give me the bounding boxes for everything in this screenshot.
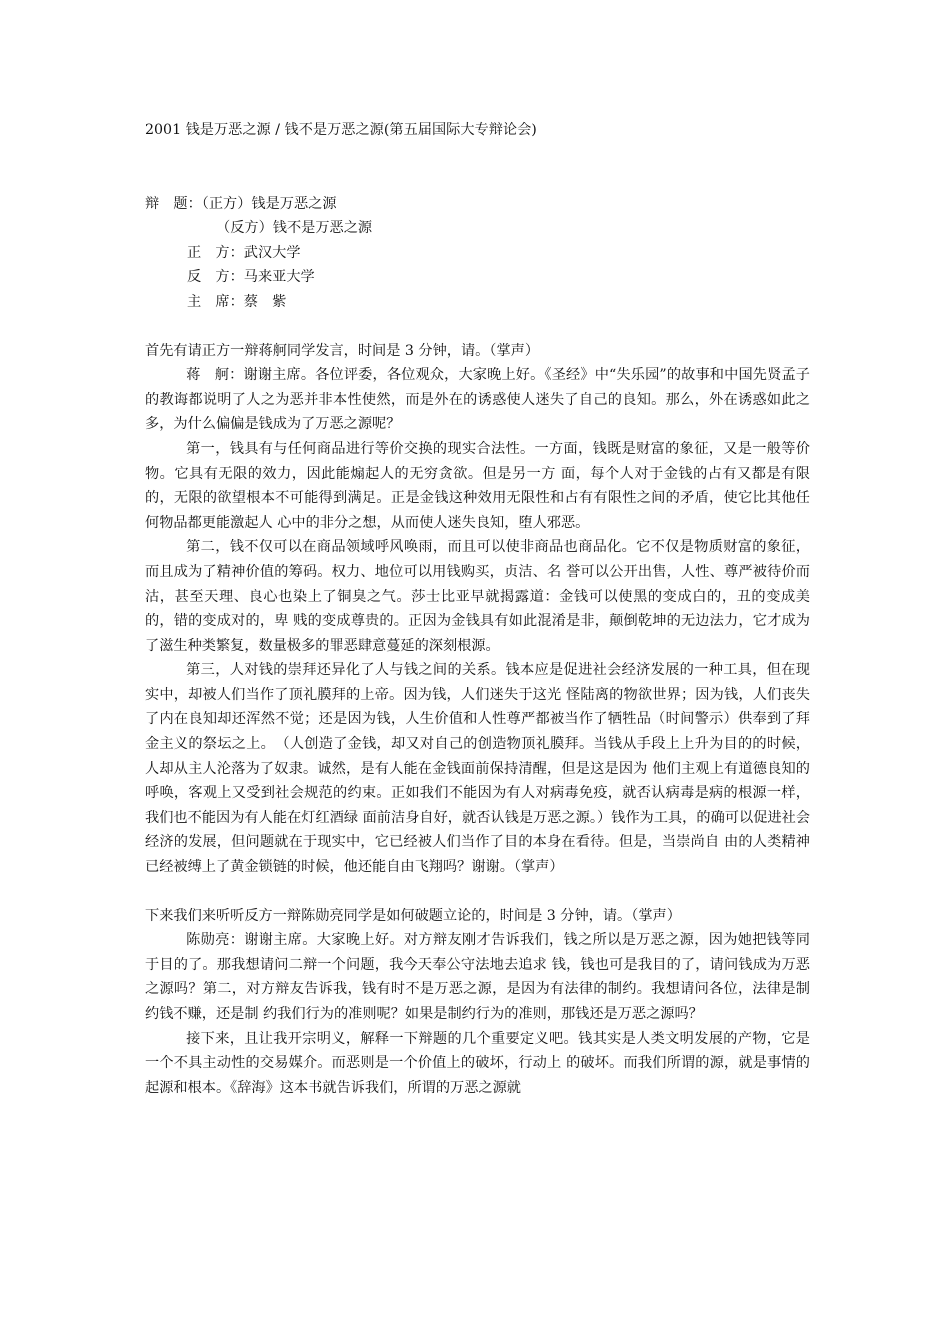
chair: 主 席：蔡 紫 [187,293,287,310]
topic-line [145,192,810,217]
topic-con: （反方）钱不是万恶之源 [216,220,373,237]
paragraph-speech: 第一，钱具有与任何商品进行等价交换的现实合法性。一方面，钱既是财富的象征，又是一般等价物。它具有无限的效力，因此能煽起人的无穷贪欲。但是另一方 面，每个人对于金钱的占有又都是有限的，无限的欲望根本不可能得到满足。正是金钱这种效用无限性和占有有限性之间的矛盾，使它比其他任何物品都更能激起人 心中的非分之想，从而使人迷失良知，堕人邪恶。 [145,440,810,531]
paragraph-speech: 陈勋亮：谢谢主席。大家晚上好。对方辩友刚才告诉我们，钱之所以是万恶之源，因为她把钱等同于目的了。那我想请问二辩一个问题，我今天奉公守法地去追求 钱，钱也可是我目的了，请问钱成为万恶之源吗？第二，对方辩友告诉我，钱有时不是万恶之源，是因为有法律的制约。我想请问各位，法律是制约钱不赚，还是制 约我们行为的准则呢？如果是制约行为的准则，那钱还是万恶之源吗？ [145,932,810,1022]
spacer [145,315,810,339]
paragraph-speech: 第三，人对钱的崇拜还异化了人与钱之间的关系。钱本应是促进社会经济发展的一种工具，但在现实中，却被人们当作了顶礼膜拜的上帝。因为钱，人们迷失于这光 怪陆离的物欲世界；因为钱，人们丧失了内在良知却还浑然不觉；还是因为钱，人生价值和人性尊严都被当作了牺牲品（时间警示）供奉到了拜金主义的祭坛之上。 （人创造了金钱，却又对自己的创造物顶礼膜拜。当钱从手段上上升为目的的时候，人却从主人沦落为了奴隶。诚然，是有人能在金钱面前保持清醒，但是这是因为 他们主观上有道德良知的呼唤，客观上又受到社会规范的约束。正如我们不能因为有人对病毒免疫，就否认病毒是病的根源一样，我们也不能因为有人能在灯红酒绿 面前洁身自好，就否认钱是万恶之源。）钱作为工具，的确可以促进社会经济的发展，但问题就在于现实中，它已经被人们当作了目的本身在看待。但是，当崇尚自 由的人类精神已经被缚上了黄金锁链的时候，他还能自由飞翔吗？谢谢。（掌声） [145,662,810,876]
con-side: 反 方：马来亚大学 [187,269,315,286]
topic-label: 辩 题： [145,195,202,212]
spacer [145,880,810,904]
paragraph-speech: 第二，钱不仅可以在商品领域呼风唤雨，而且可以使非商品也商品化。它不仅是物质财富的象征，而且成为了精神价值的筹码。权力、地位可以用钱购买，贞洁、名 誉可以公开出售，人性、尊严被待价而沽，甚至天理、良心也染上了铜臭之气。莎士比亚早就揭露道：金钱可以使黑的变成白的，丑的变成美的，错的变成对的，卑 贱的变成尊贵的。正因为金钱具有如此混淆是非，颠倒乾坤的无边法力，它才成为了滋生种类繁复，数量极多的罪恶肆意蔓延的深刻根源。 [145,539,810,654]
spacer [145,143,810,192]
document-body [145,118,810,1100]
paragraph-host-intro-1: 首先有请正方一辩蒋舸同学发言，时间是 3 分钟，请。（掌声） [145,342,540,359]
document-title: 2001 钱是万恶之源 / 钱不是万恶之源(第五届国际大专辩论会) [145,122,537,138]
pro-side: 正 方：武汉大学 [187,244,301,261]
paragraph-host-intro-2: 下来我们来听听反方一辩陈勋亮同学是如何破题立论的，时间是 3 分钟，请。（掌声） [145,907,681,924]
topic-pro: （正方）钱是万恶之源 [201,195,337,212]
paragraph-speech: 蒋 舸：谢谢主席。各位评委，各位观众，大家晚上好。《圣经》中“失乐园”的故事和中国先贤孟子的教诲都说明了人之为恶并非本性使然，而是外在的诱惑使人迷失了自己的良知。那么，外在诱惑如此之多，为什么偏偏是钱成为了万恶之源呢？ [145,367,810,433]
paragraph-speech: 接下来，且让我开宗明义，解释一下辩题的几个重要定义吧。钱其实是人类文明发展的产物，它是一个不具主动性的交易媒介。而恶则是一个价值上的破坏，行动上 的破坏。而我们所谓的源，就是事情的起源和根本。《辞海》这本书就告诉我们，所谓的万恶之源就 [145,1030,810,1096]
debate-meta [145,192,810,315]
